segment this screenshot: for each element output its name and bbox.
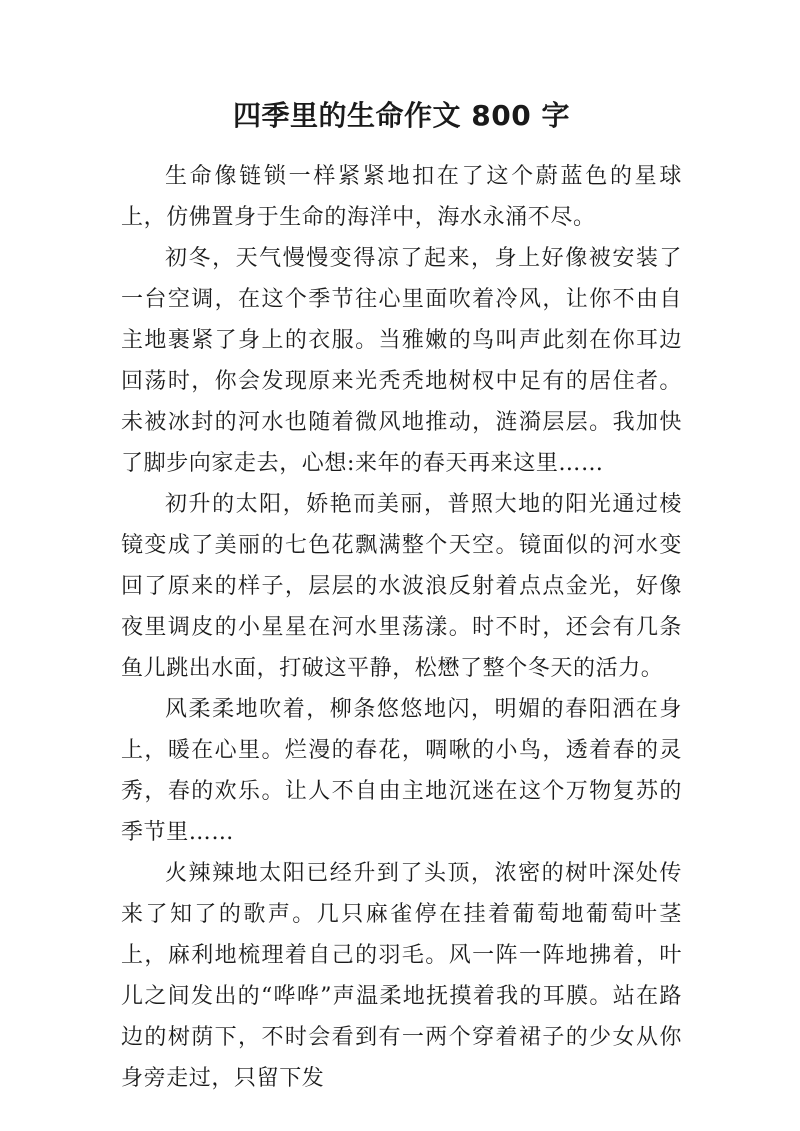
document-title: 四季里的生命作文 800 字 <box>233 99 570 132</box>
paragraph-4: 风柔柔地吹着，柳条悠悠地闪，明媚的春阳洒在身上，暖在心里。烂漫的春花，啁啾的小鸟，透着春的灵秀，春的欢乐。让人不自由主地沉迷在这个万物复苏的季节里…… <box>121 697 682 845</box>
paragraph-1: 生命像链锁一样紧紧地扣在了这个蔚蓝色的星球上，仿佛置身于生命的海洋中，海水永涌不尽。 <box>121 164 682 230</box>
paragraph-5: 火辣辣地太阳已经升到了头顶，浓密的树叶深处传来了知了的歌声。几只麻雀停在挂着葡萄地葡萄叶茎上，麻利地梳理着自己的羽毛。风一阵一阵地拂着，叶儿之间发出的“哗哗”声温柔地抚摸着我的耳膜。站在路边的树荫下，不时会看到有一两个穿着裙子的少女从你身旁走过，只留下发 <box>121 861 682 1091</box>
paragraph-2: 初冬，天气慢慢变得凉了起来，身上好像被安装了一台空调，在这个季节往心里面吹着冷风，让你不由自主地裹紧了身上的衣服。当雅嫩的鸟叫声此刻在你耳边回荡时，你会发现原来光秃秃地树杈中足有的居住者。未被冰封的河水也随着微风地推动，涟漪层层。我加快了脚步向家走去，心想:来年的春天再来这里…… <box>121 246 682 476</box>
document-body <box>121 156 682 1099</box>
paragraph-3: 初升的太阳，娇艳而美丽，普照大地的阳光通过棱镜变成了美丽的七色花飘满整个天空。镜面似的河水变回了原来的样子，层层的水波浪反射着点点金光，好像夜里调皮的小星星在河水里荡漾。时不时，还会有几条鱼儿跳出水面，打破这平静，松懋了整个冬天的活力。 <box>121 492 682 681</box>
